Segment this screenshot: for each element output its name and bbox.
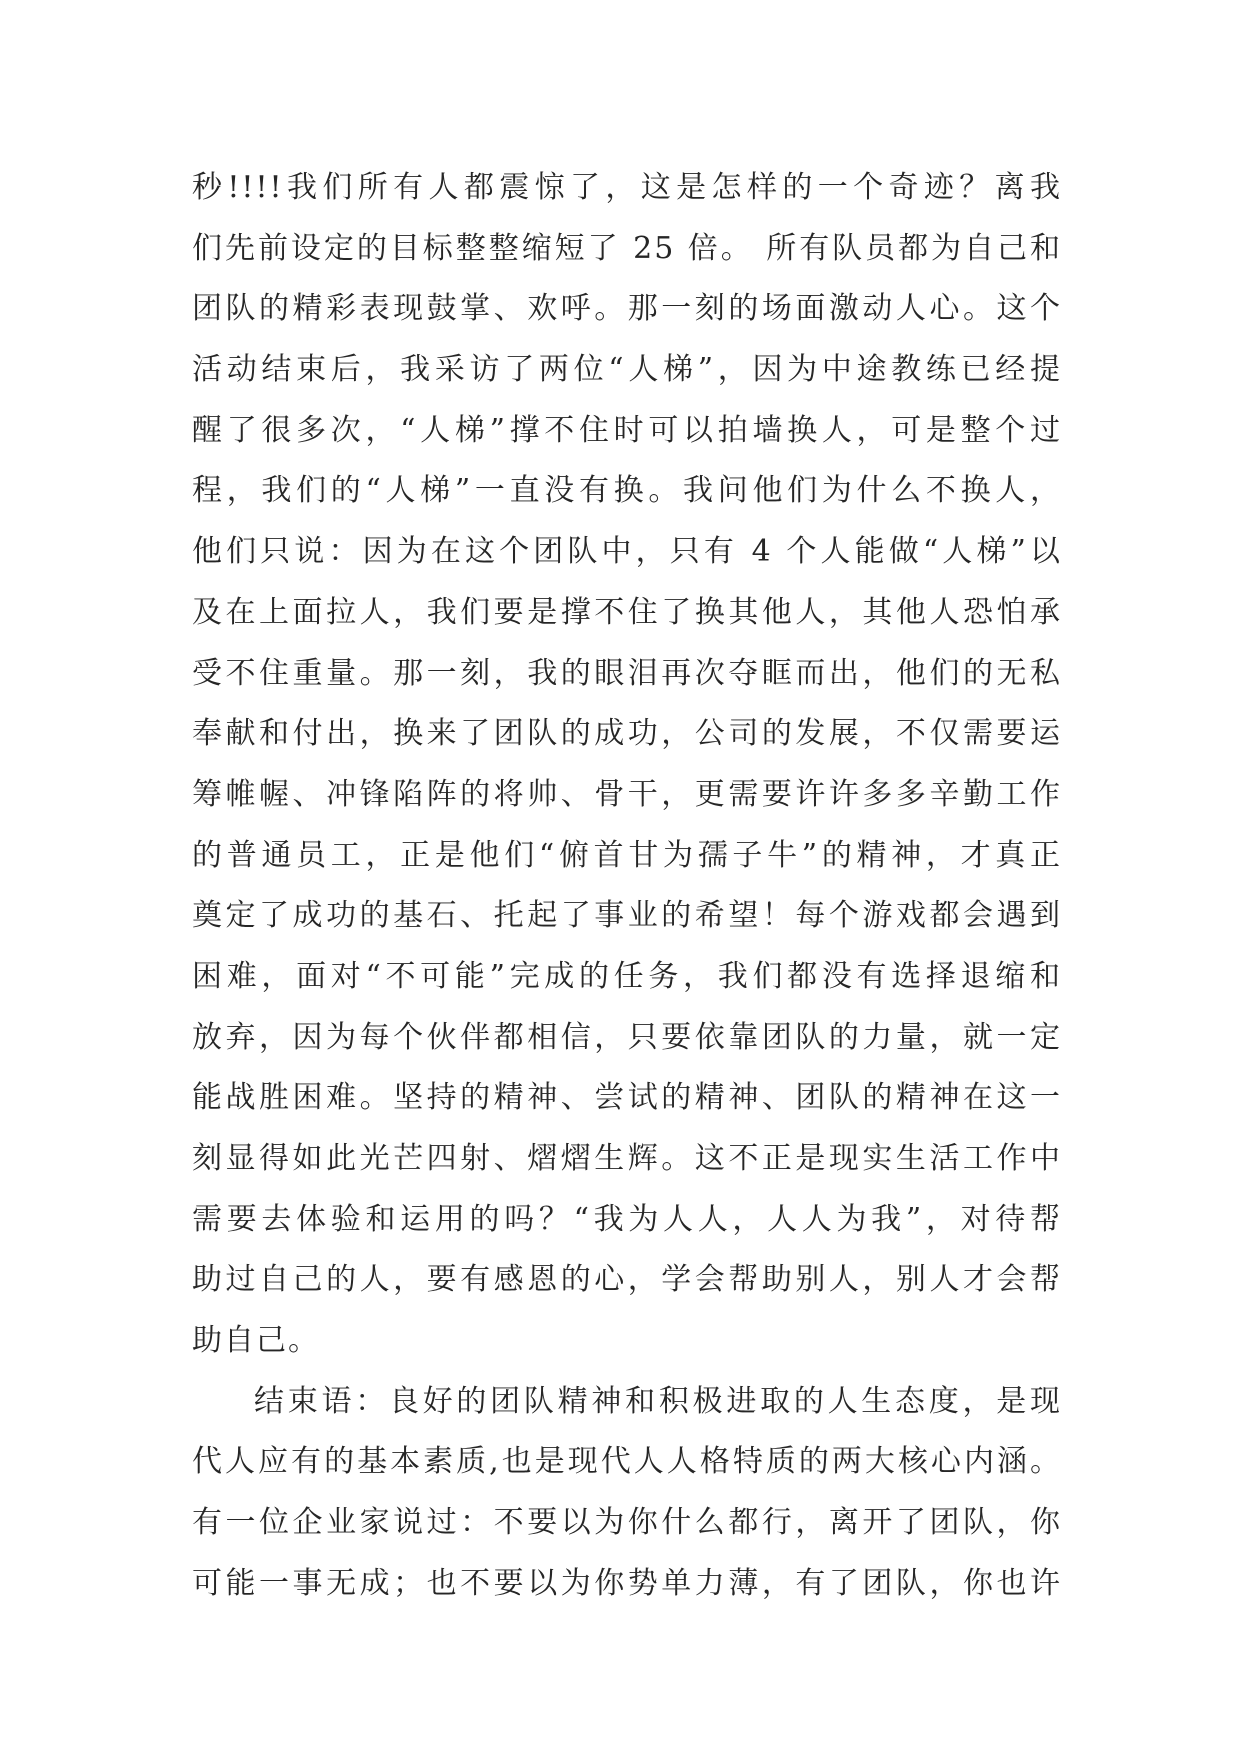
text-line: 团队的精彩表现鼓掌、欢呼。那一刻的场面激动人心。这个: [192, 291, 1062, 327]
text-line: 的普通员工，正是他们“俯首甘为孺子牛”的精神，才真正: [192, 837, 1062, 873]
text-line: 困难，面对“不可能”完成的任务，我们都没有选择退缩和: [192, 958, 1062, 994]
text-line: 们先前设定的目标整整缩短了 25 倍。 所有队员都为自己和: [192, 230, 1062, 266]
paragraph-end-line: 助自己。: [192, 1323, 320, 1359]
text-line: 刻显得如此光芒四射、熠熠生辉。这不正是现实生活工作中: [192, 1141, 1062, 1176]
text-line: 程，我们的“人梯”一直没有换。我问他们为什么不换人，: [192, 473, 1062, 509]
text-line: 他们只说：因为在这个团队中，只有 4 个人能做“人梯”以: [192, 534, 1062, 570]
text-line: 有一位企业家说过：不要以为你什么都行，离开了团队，你: [192, 1505, 1062, 1541]
text-line: 及在上面拉人，我们要是撑不住了换其他人，其他人恐怕承: [192, 594, 1062, 630]
text-line: 筹帷幄、冲锋陷阵的将帅、骨干，更需要许许多多辛勤工作: [192, 776, 1062, 812]
text-line: 代人应有的基本素质,也是现代人人格特质的两大核心内涵。: [192, 1444, 1062, 1480]
text-line: 可能一事无成；也不要以为你势单力薄，有了团队，你也许: [192, 1565, 1062, 1601]
text-line: 能战胜困难。坚持的精神、尝试的精神、团队的精神在这一: [192, 1080, 1062, 1116]
text-line: 需要去体验和运用的吗？“我为人人，人人为我”，对待帮: [192, 1201, 1062, 1237]
text-line: 放弃，因为每个伙伴都相信，只要依靠团队的力量，就一定: [192, 1019, 1062, 1055]
text-line: 受不住重量。那一刻，我的眼泪再次夺眶而出，他们的无私: [192, 655, 1062, 691]
text-line: 醒了很多次，“人梯”撑不住时可以拍墙换人，可是整个过: [192, 412, 1062, 448]
text-line: 活动结束后，我采访了两位“人梯”，因为中途教练已经提: [192, 352, 1062, 388]
body-text: [192, 158, 1062, 1615]
text-line: 秒!!!!我们所有人都震惊了，这是怎样的一个奇迹？离我: [192, 170, 1062, 205]
text-line: 奠定了成功的基石、托起了事业的希望！每个游戏都会遇到: [192, 898, 1062, 934]
paragraph-start-line: 结束语：良好的团队精神和积极进取的人生态度，是现: [254, 1383, 1062, 1419]
text-line: 奉献和付出，换来了团队的成功，公司的发展，不仅需要运: [192, 716, 1062, 752]
text-line: 助过自己的人，要有感恩的心，学会帮助别人，别人才会帮: [192, 1262, 1062, 1298]
